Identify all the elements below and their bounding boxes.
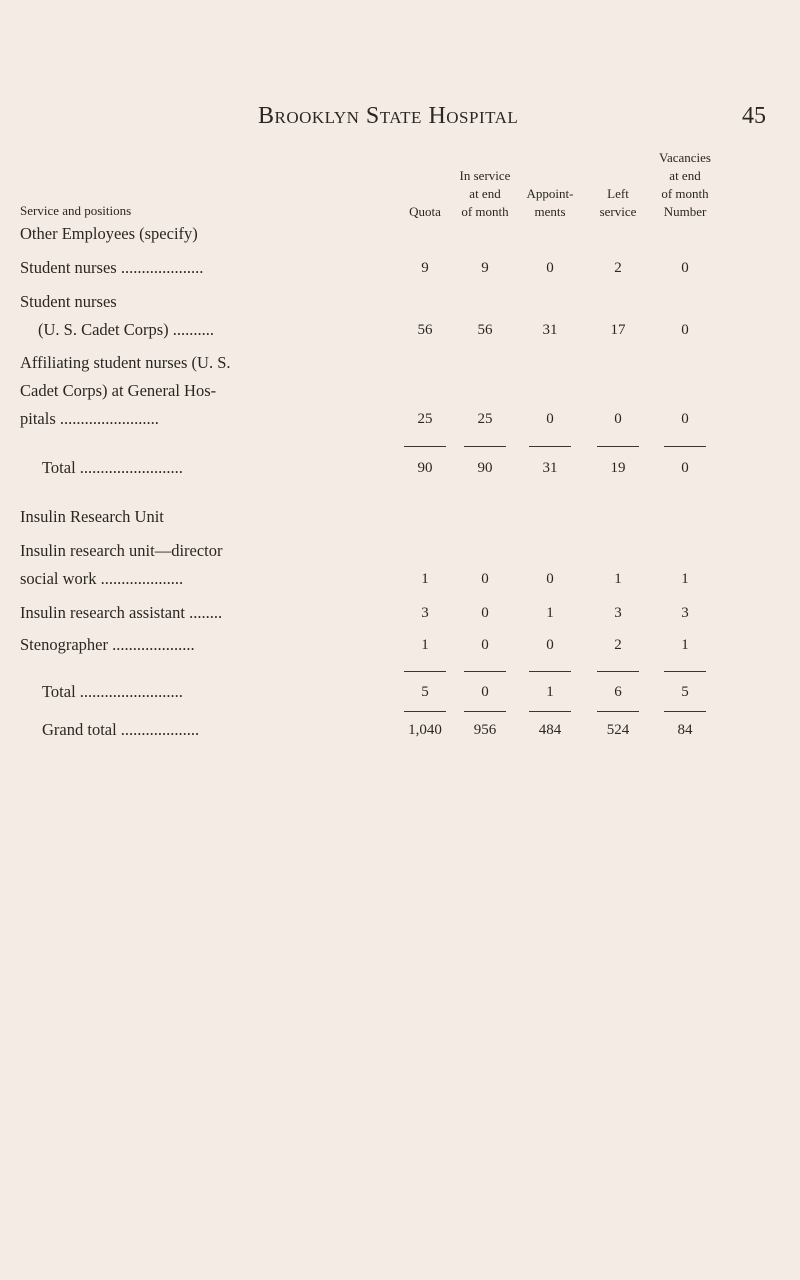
page-title: Brooklyn State Hospital — [258, 103, 519, 129]
cell-in-service: 56 — [477, 322, 493, 338]
cell-in-service: 0 — [481, 684, 489, 700]
cell-in-service: 25 — [477, 411, 493, 427]
cell-vacancies: 0 — [681, 411, 689, 427]
cell-left-service: 0 — [614, 411, 622, 427]
cell-quota: 25 — [417, 411, 433, 427]
cell-appointments: 31 — [542, 460, 558, 476]
row-label: Student nurses — [20, 292, 117, 311]
cell-vacancies: 5 — [681, 684, 689, 700]
section-heading: Other Employees (specify) — [20, 224, 198, 243]
running-head — [0, 103, 800, 137]
cell-quota: 90 — [417, 460, 433, 476]
cell-quota: 56 — [417, 322, 433, 338]
cell-appointments: 31 — [542, 322, 558, 338]
row-label: Insulin research assistant ........ — [20, 603, 223, 622]
rule-line — [404, 671, 446, 672]
cell-vacancies: 84 — [677, 722, 693, 738]
cell-vacancies: 0 — [681, 260, 689, 276]
cell-in-service: 0 — [481, 605, 489, 621]
rule-line — [597, 671, 639, 672]
cell-in-service: 0 — [481, 637, 489, 653]
cell-left-service: 1 — [614, 571, 622, 587]
rule-line — [404, 711, 446, 712]
row-label: (U. S. Cadet Corps) .......... — [38, 320, 214, 339]
total-label: Total ......................... — [42, 682, 183, 701]
grand-total-label: Grand total ................... — [42, 720, 200, 739]
rule-line — [404, 446, 446, 447]
cell-appointments: 0 — [546, 571, 554, 587]
row-label: social work .................... — [20, 569, 184, 588]
cell-left-service: 524 — [606, 722, 630, 738]
cell-quota: 1 — [421, 637, 429, 653]
column-header-quota: Quota — [409, 204, 441, 219]
cell-appointments: 0 — [546, 637, 554, 653]
row-label: pitals ........................ — [20, 409, 159, 428]
rule-line — [464, 446, 506, 447]
cell-in-service: 0 — [481, 571, 489, 587]
cell-appointments: 0 — [546, 411, 554, 427]
cell-in-service: 956 — [473, 722, 497, 738]
rule-line — [529, 671, 571, 672]
rule-line — [597, 711, 639, 712]
total-label: Total ......................... — [42, 458, 183, 477]
cell-left-service: 17 — [610, 322, 626, 338]
row-label: Stenographer .................... — [20, 635, 195, 654]
cell-quota: 1 — [421, 571, 429, 587]
cell-vacancies: 0 — [681, 460, 689, 476]
cell-left-service: 6 — [614, 684, 622, 700]
rule-line — [529, 711, 571, 712]
row-label: Student nurses .................... — [20, 258, 204, 277]
cell-left-service: 2 — [614, 637, 622, 653]
rule-line — [529, 446, 571, 447]
section-heading: Insulin Research Unit — [20, 507, 164, 526]
rule-line — [664, 671, 706, 672]
column-header-left-service: Left service — [599, 186, 637, 219]
cell-quota: 9 — [421, 260, 429, 276]
column-header-service: Service and positions — [20, 203, 132, 218]
cell-appointments: 1 — [546, 605, 554, 621]
cell-in-service: 9 — [481, 260, 489, 276]
cell-vacancies: 1 — [681, 571, 689, 587]
cell-quota: 3 — [421, 605, 429, 621]
row-label: Affiliating student nurses (U. S. — [20, 353, 231, 372]
cell-quota: 5 — [421, 684, 429, 700]
cell-in-service: 90 — [477, 460, 493, 476]
rule-line — [664, 711, 706, 712]
row-label: Insulin research unit—director — [20, 541, 223, 560]
cell-left-service: 19 — [610, 460, 626, 476]
cell-left-service: 3 — [614, 605, 622, 621]
rule-line — [464, 671, 506, 672]
rule-line — [664, 446, 706, 447]
rule-line — [597, 446, 639, 447]
cell-appointments: 0 — [546, 260, 554, 276]
cell-vacancies: 1 — [681, 637, 689, 653]
cell-vacancies: 0 — [681, 322, 689, 338]
column-header-in-service: In service at end of month — [459, 168, 511, 219]
row-label: Cadet Corps) at General Hos- — [20, 381, 217, 400]
column-header-vacancies: Vacancies at end of month Number — [659, 150, 711, 219]
cell-vacancies: 3 — [681, 605, 689, 621]
cell-quota: 1,040 — [408, 722, 442, 738]
page-number: 45 — [742, 103, 766, 129]
rule-line — [464, 711, 506, 712]
column-header-appointments: Appoint- ments — [526, 186, 574, 219]
cell-appointments: 484 — [538, 722, 562, 738]
cell-appointments: 1 — [546, 684, 554, 700]
cell-left-service: 2 — [614, 260, 622, 276]
